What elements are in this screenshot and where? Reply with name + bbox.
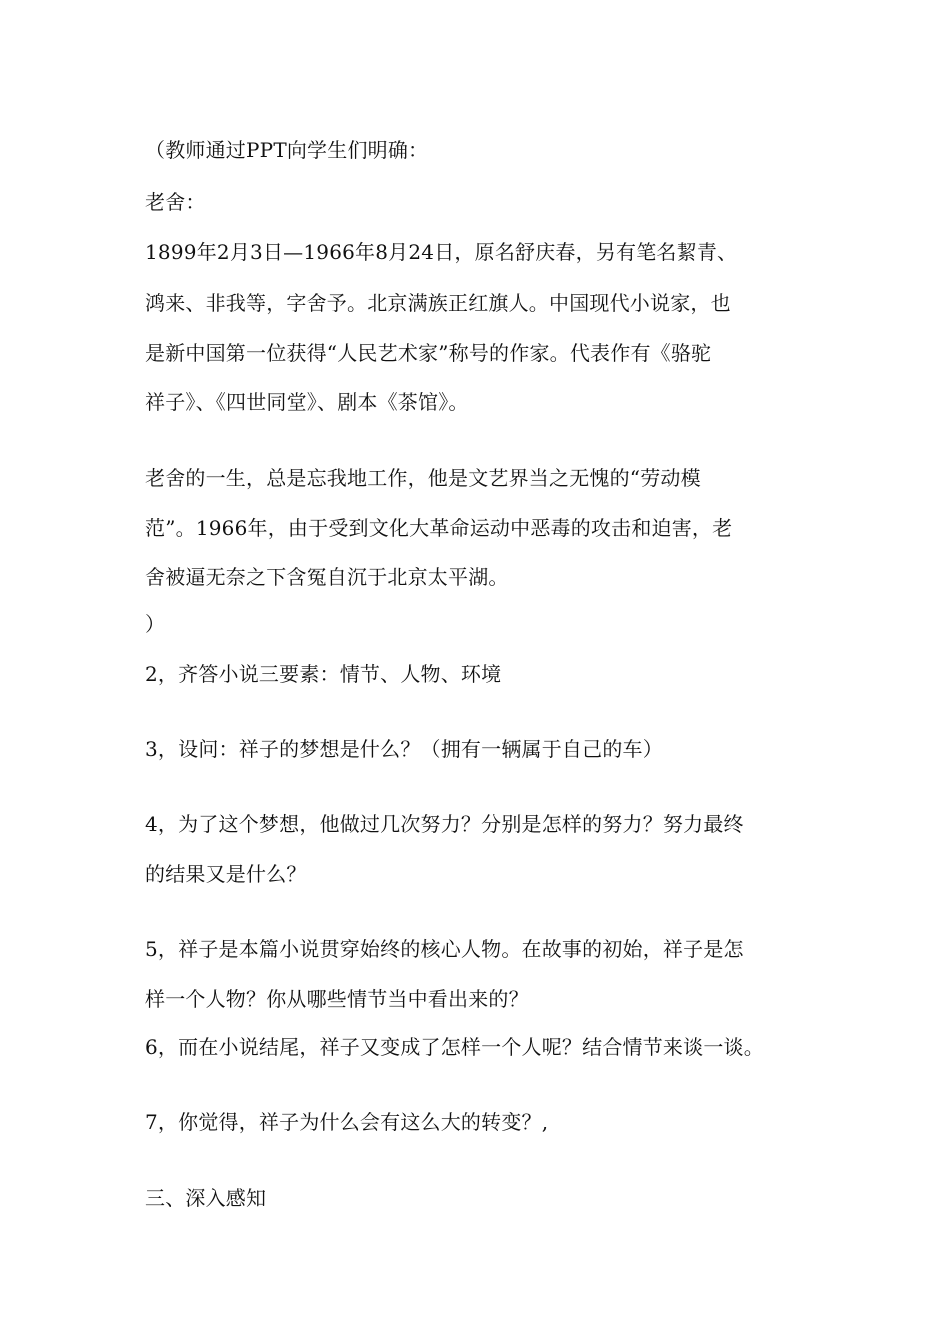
life-line-2: 范”。1966年，由于受到文化大革命运动中恶毒的攻击和迫害，老 <box>145 516 733 540</box>
question-5-line-1: 5，祥子是本篇小说贯穿始终的核心人物。在故事的初始，祥子是怎 <box>145 937 744 961</box>
bio-heading: 老舍： <box>145 190 206 214</box>
bio-line-3: 是新中国第一位获得“人民艺术家”称号的作家。代表作有《骆驼 <box>145 341 712 365</box>
life-line-3: 舍被逼无奈之下含冤自沉于北京太平湖。 <box>145 565 509 589</box>
intro-open-line: （教师通过PPT向学生们明确： <box>145 138 429 162</box>
question-4-line-2: 的结果又是什么？ <box>145 862 307 886</box>
section-heading-3: 三、深入感知 <box>145 1186 267 1210</box>
question-7: 7，你觉得，祥子为什么会有这么大的转变？, <box>145 1110 549 1134</box>
intro-close-line: ） <box>145 612 166 636</box>
bio-line-4: 祥子》、《四世同堂》、剧本《茶馆》。 <box>145 390 469 414</box>
question-2: 2，齐答小说三要素：情节、人物、环境 <box>145 662 502 686</box>
question-4-line-1: 4，为了这个梦想，他做过几次努力？分别是怎样的努力？努力最终 <box>145 812 744 836</box>
bio-line-1: 1899年2月3日—1966年8月24日，原名舒庆春，另有笔名絜青、 <box>145 240 738 264</box>
question-3: 3，设问：祥子的梦想是什么？（拥有一辆属于自己的车） <box>145 737 663 761</box>
life-line-1: 老舍的一生，总是忘我地工作，他是文艺界当之无愧的“劳动模 <box>145 466 701 490</box>
question-5-line-2: 样一个人物？你从哪些情节当中看出来的？ <box>145 987 529 1011</box>
bio-line-2: 鸿来、非我等，字舍予。北京满族正红旗人。中国现代小说家，也 <box>145 291 731 315</box>
question-6: 6，而在小说结尾，祥子又变成了怎样一个人呢？结合情节来谈一谈。 <box>145 1035 764 1059</box>
